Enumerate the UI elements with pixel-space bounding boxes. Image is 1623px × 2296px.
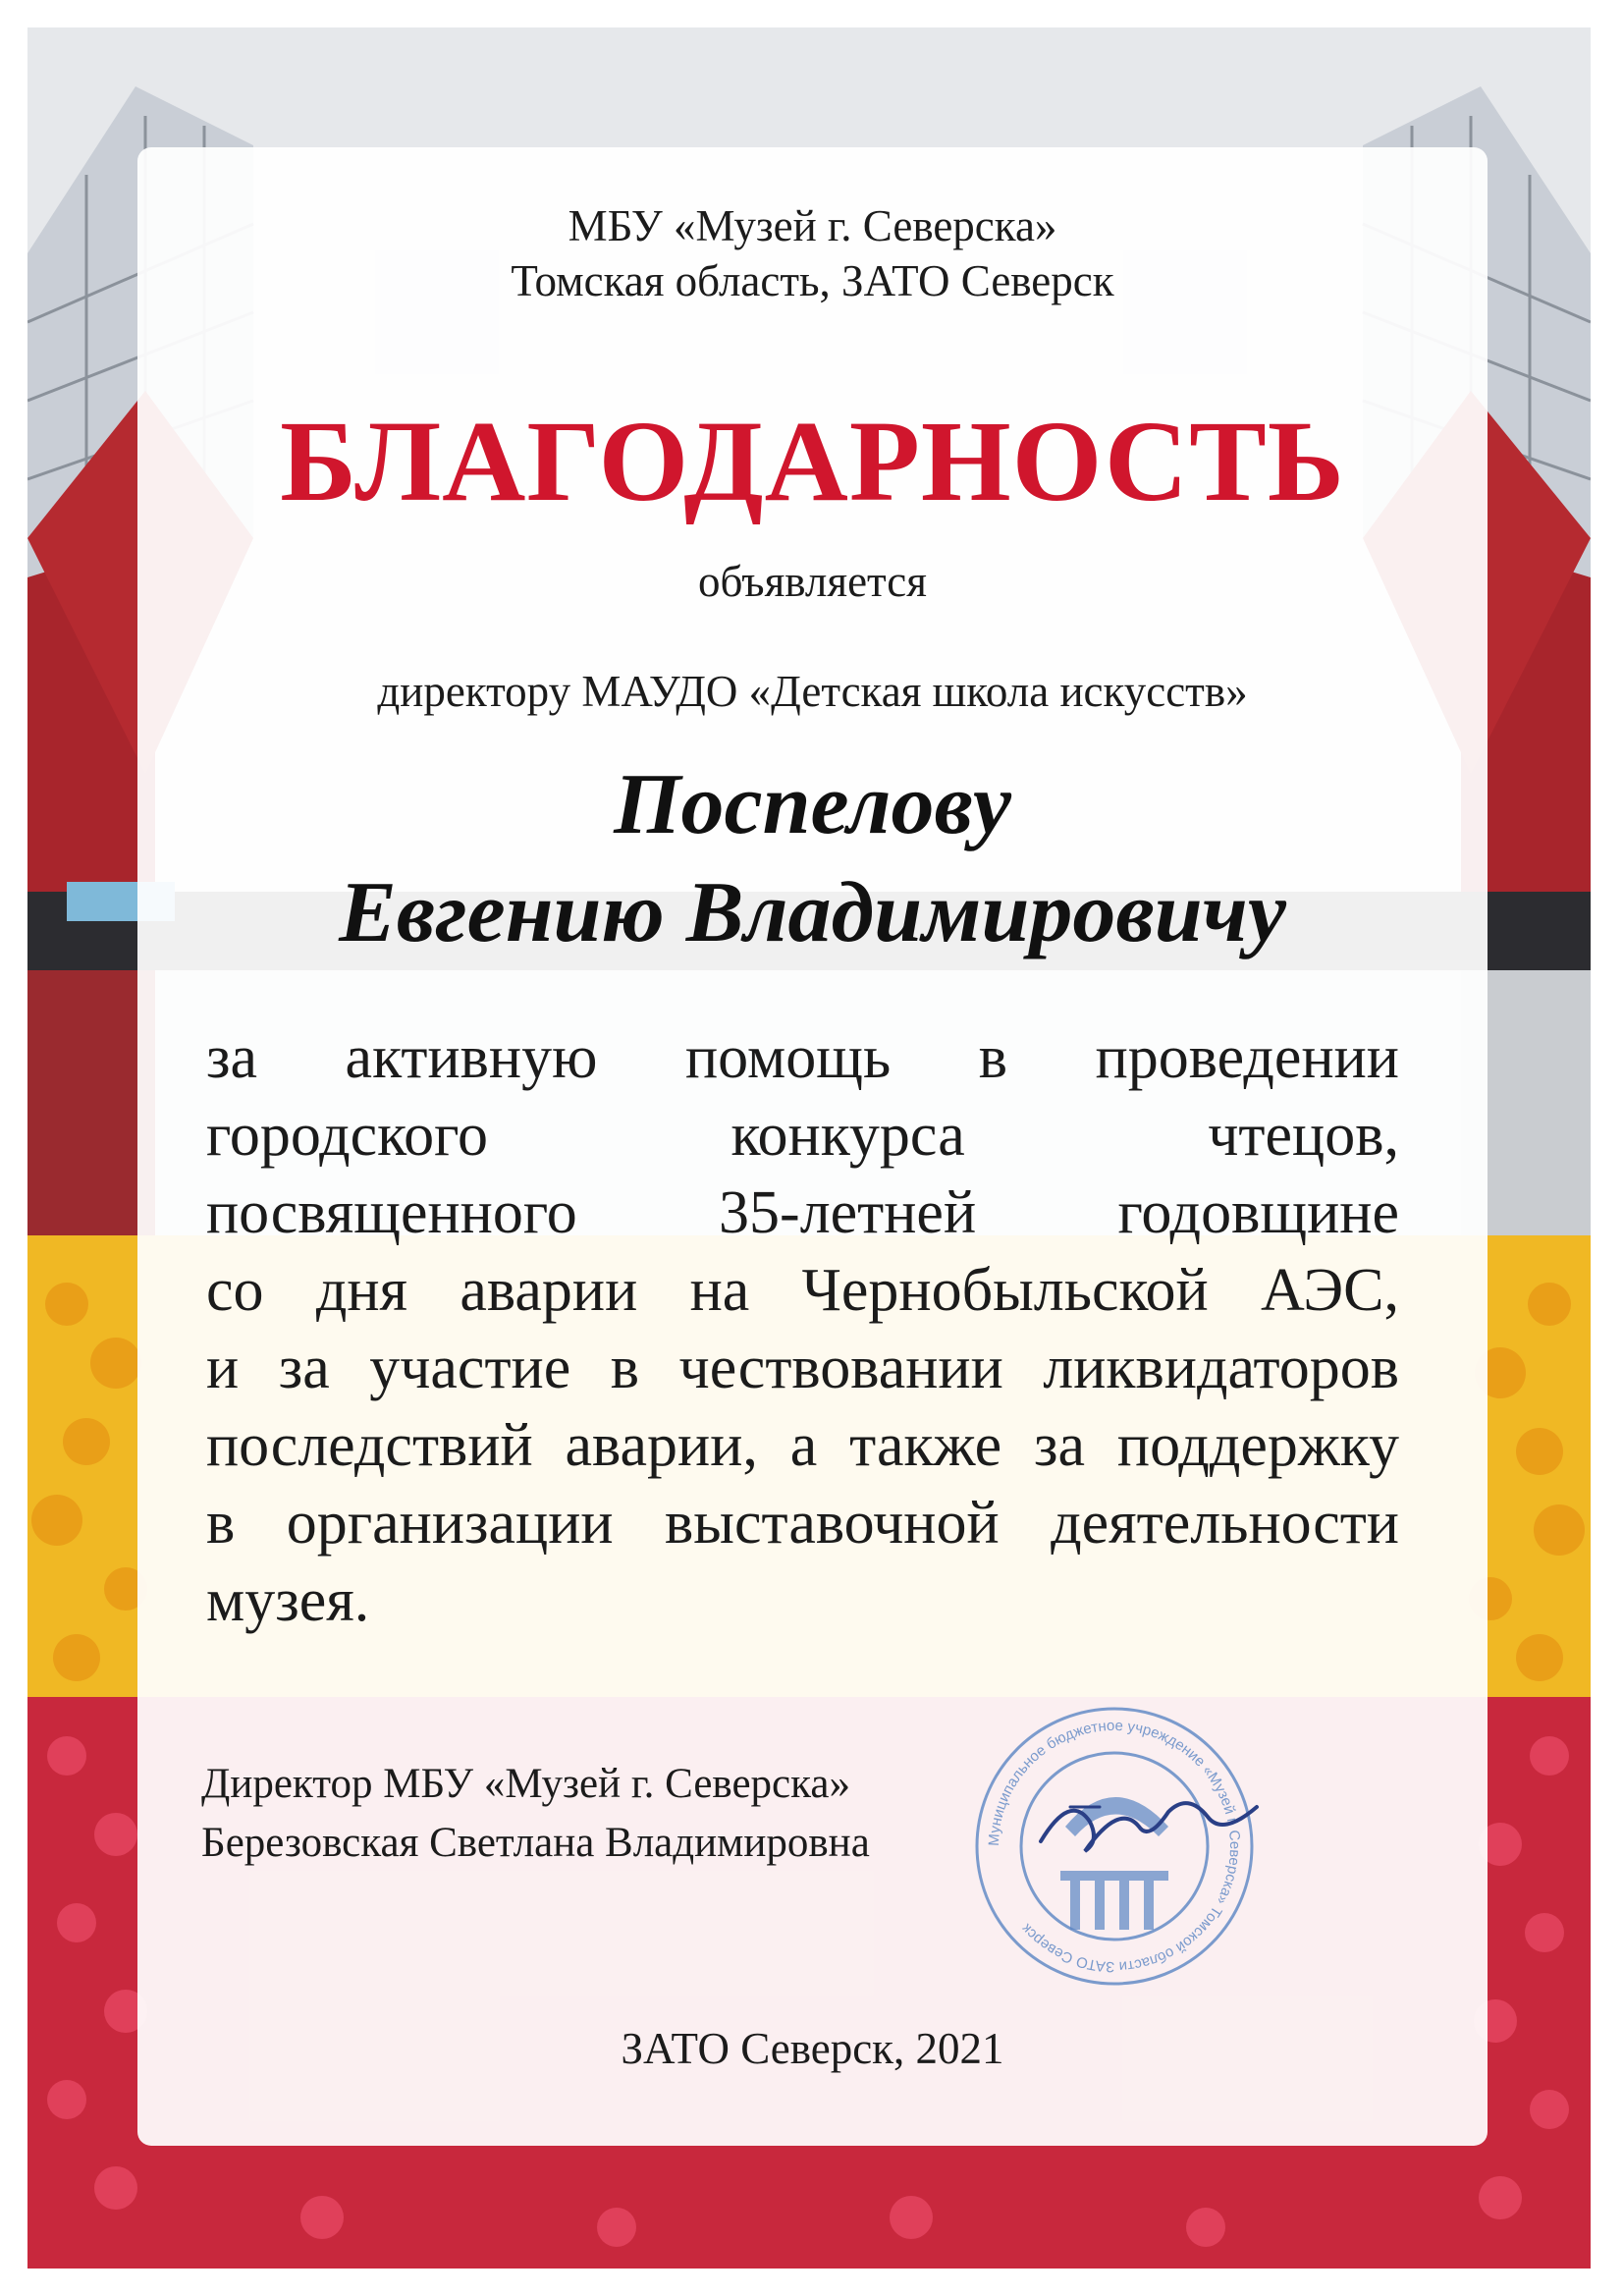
- recipient-given-names: Евгению Владимировичу: [339, 865, 1286, 960]
- recipient-surname: Поспелову: [614, 757, 1011, 852]
- body-line-7: в организации выставочной деятельности: [206, 1490, 1399, 1557]
- footer-place-year: ЗАТО Северск, 2021: [621, 2024, 1004, 2073]
- signatory-title: Директор МБУ «Музей г. Северска»: [201, 1761, 850, 1807]
- body-line-4: со дня аварии на Чернобыльской АЭС,: [206, 1257, 1399, 1324]
- subtitle: объявляется: [698, 557, 927, 606]
- body-line-6: последствий аварии, а также за поддержку: [206, 1412, 1399, 1479]
- body-line-1: за активную помощь в проведении: [206, 1024, 1399, 1091]
- handwritten-signature-icon: [1031, 1782, 1267, 1871]
- svg-text:Муниципальное бюджетное учрежд: Муниципальное бюджетное учреждение «Музей г. Северска» Томской области ЗАТО Северск: [985, 1717, 1244, 1976]
- header-organization: МБУ «Музей г. Северска»: [568, 201, 1057, 250]
- signatory-name: Березовская Светлана Владимировна: [201, 1820, 870, 1866]
- body-line-2: городского конкурса чтецов,: [206, 1102, 1399, 1169]
- body-line-8: музея.: [206, 1567, 370, 1634]
- body-line-3: посвященного 35-летней годовщине: [206, 1179, 1399, 1246]
- recipient-position: директору МАУДО «Детская школа искусств»: [377, 667, 1248, 716]
- page-title: БЛАГОДАРНОСТЬ: [280, 397, 1345, 525]
- body-line-5: и за участие в чествовании ликвидаторов: [206, 1335, 1399, 1401]
- header-region: Томская область, ЗАТО Северск: [511, 256, 1114, 305]
